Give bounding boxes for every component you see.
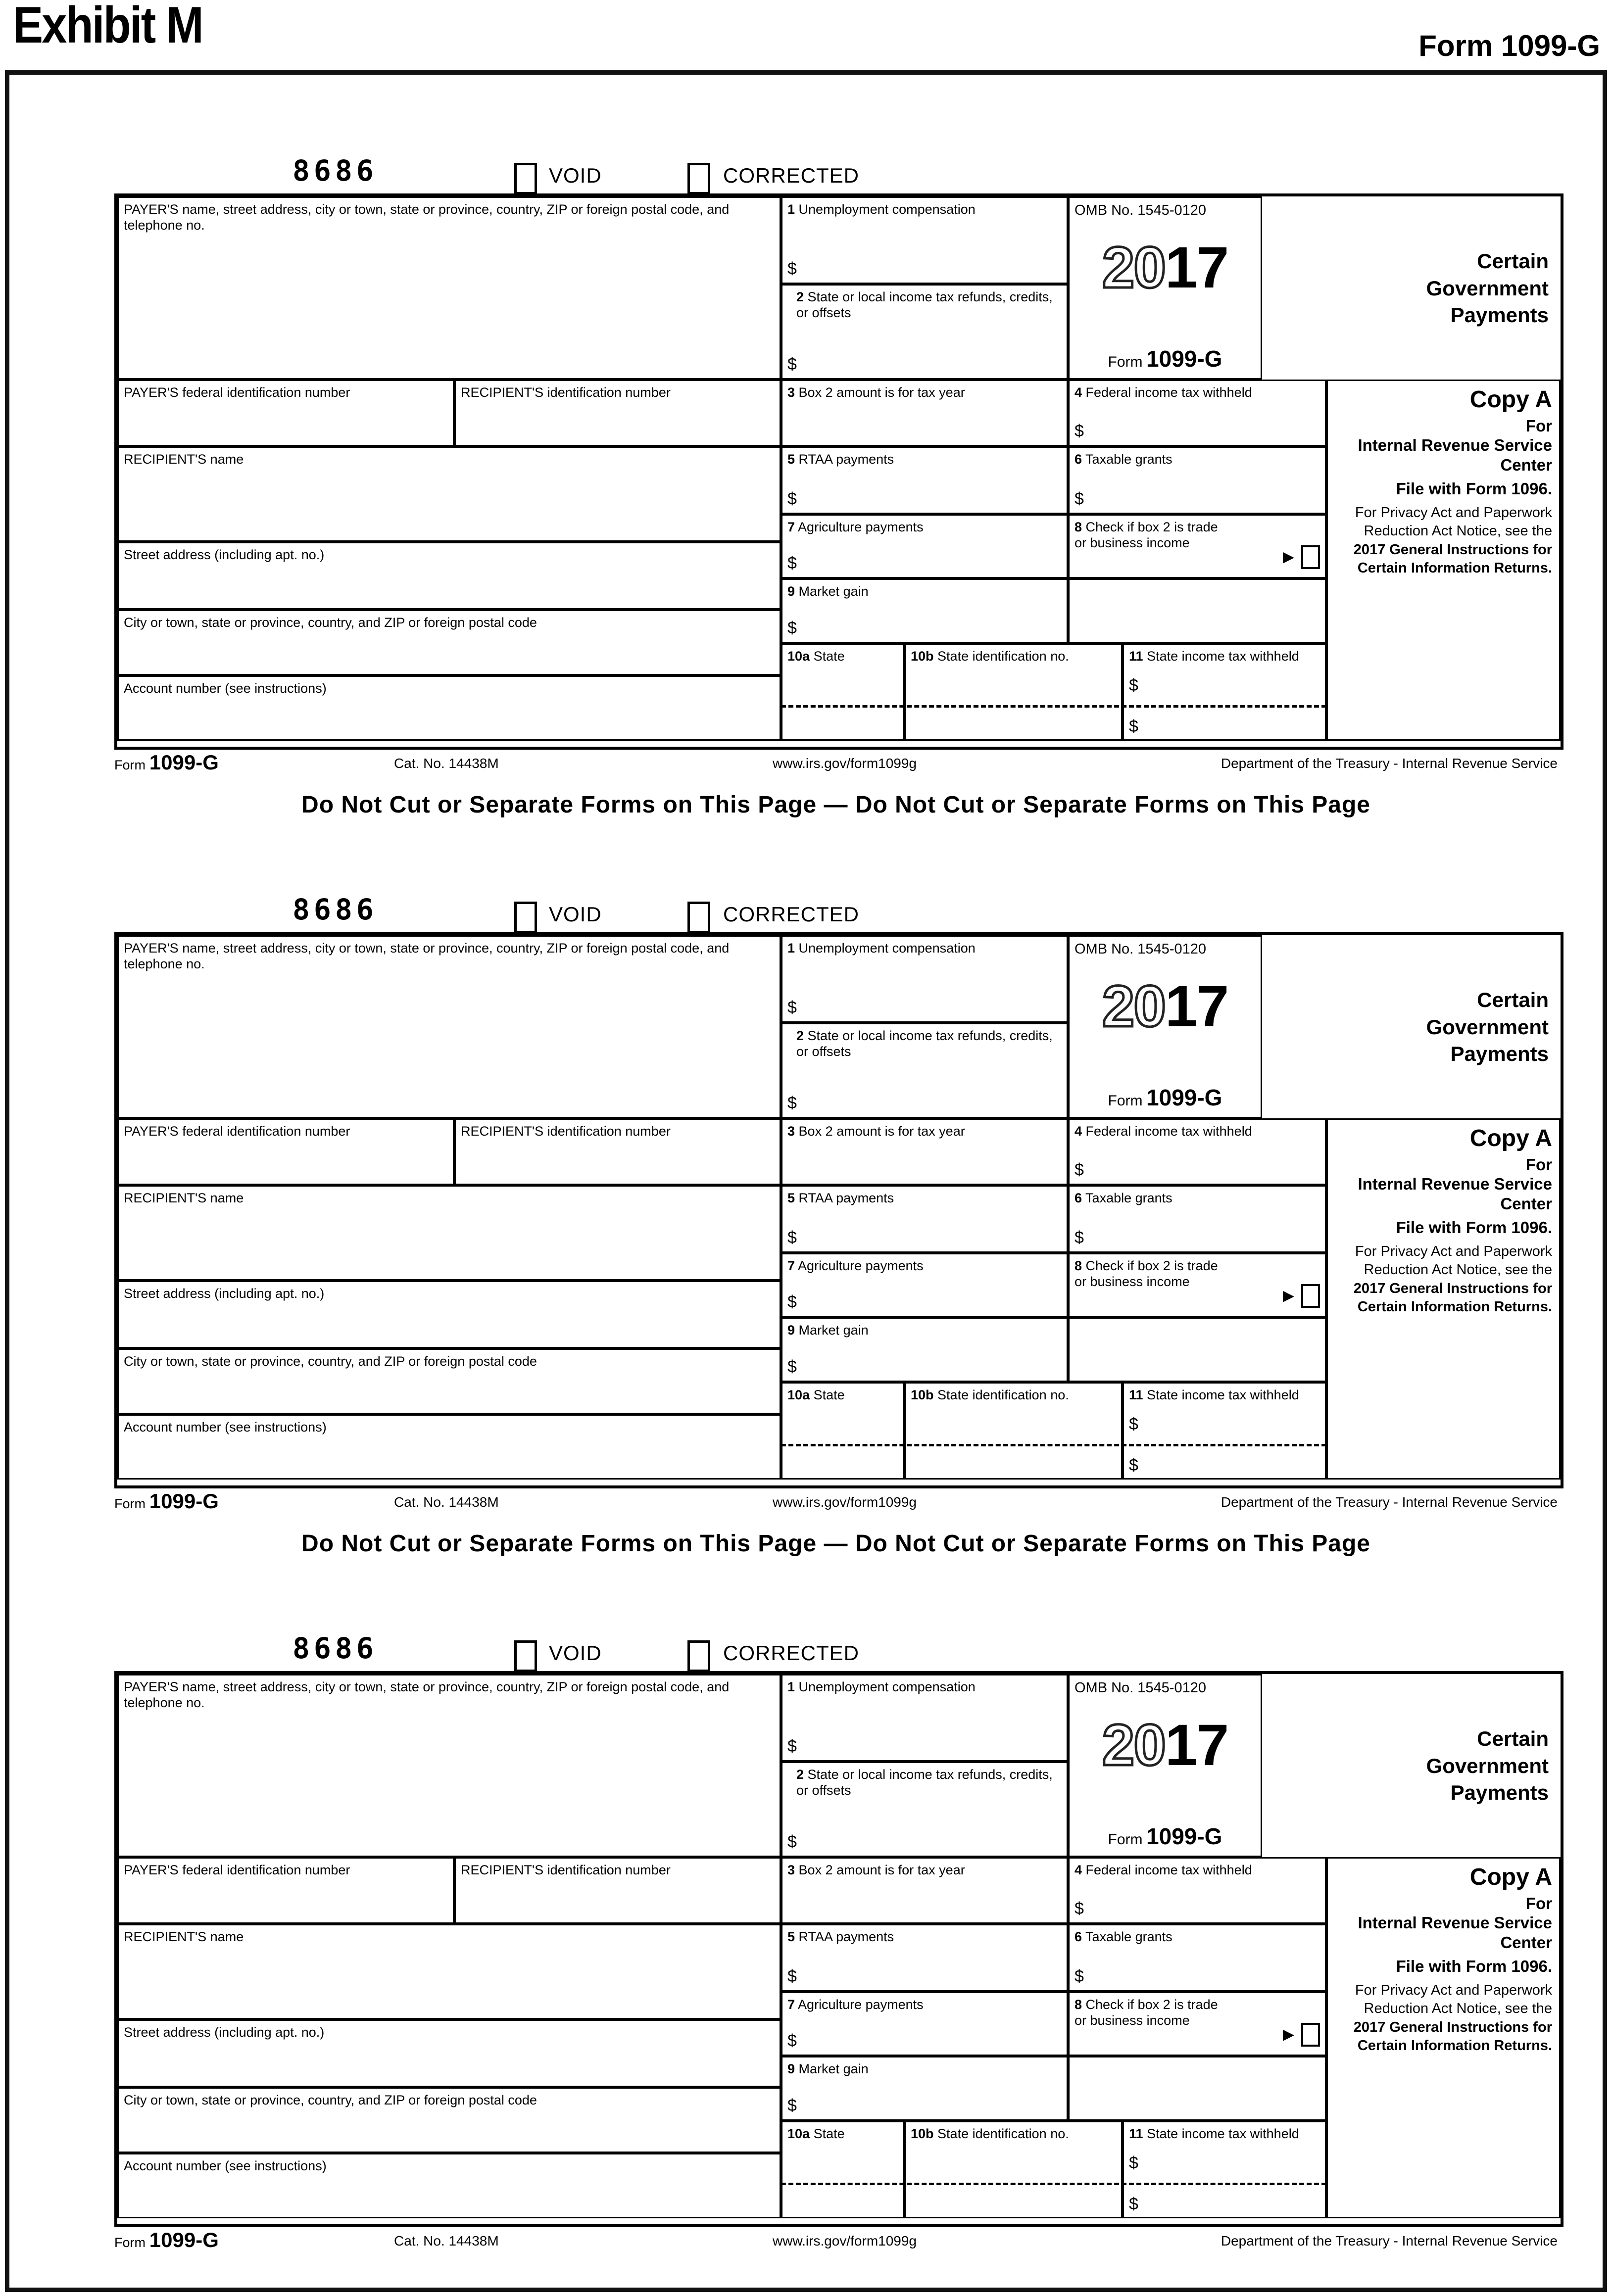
box4-dollar-sign: $ [1075, 421, 1084, 440]
footer-form-word: Form [114, 758, 146, 772]
box1-number: 1 [787, 1679, 795, 1694]
tax-year-outline-digits: 20 [1102, 235, 1165, 301]
field-payer-name-address[interactable] [117, 196, 781, 380]
footer-form-number: 1099-G [149, 2228, 219, 2251]
box8-label: Check if box 2 is trade or business income [1075, 1997, 1218, 2028]
tax-year [1075, 234, 1256, 302]
forms-host [114, 138, 1603, 2256]
field-box1-unemployment-compensation[interactable] [781, 935, 1068, 1023]
field-account-number[interactable] [117, 1414, 781, 1480]
copy-for-word: For [1525, 416, 1552, 435]
recipient-name-label: RECIPIENT'S name [124, 1929, 244, 1944]
box5-label: RTAA payments [798, 1191, 894, 1205]
box3-label: Box 2 amount is for tax year [798, 385, 965, 400]
form-number: 1099-G [1146, 1084, 1222, 1110]
box10a-number: 10a [787, 2126, 810, 2141]
box11-label: State income tax withheld [1147, 649, 1299, 664]
field-box4-federal-tax-withheld[interactable] [1068, 1857, 1326, 1924]
do-not-cut-separator: Do Not Cut or Separate Forms on This Page — Do Not Cut or Separate Forms on This Page [301, 792, 1370, 818]
box11-dollar-sign-bottom: $ [1129, 1455, 1138, 1475]
tax-year [1075, 1711, 1256, 1780]
form-word: Form [1108, 353, 1143, 370]
field-box2-state-refunds[interactable] [781, 1762, 1068, 1857]
field-box3-tax-year[interactable] [781, 1118, 1068, 1185]
payer-federal-id-label: PAYER'S federal identification number [124, 1863, 350, 1877]
form-table [114, 193, 1563, 750]
box11-dollar-sign-top: $ [1129, 1415, 1138, 1434]
box4-label: Federal income tax withheld [1085, 1863, 1252, 1877]
tax-year-bold-digits: 17 [1165, 974, 1228, 1040]
box2-label: State or local income tax refunds, credits, or offsets [796, 1028, 1053, 1059]
box9-number: 9 [787, 1323, 795, 1338]
box10a-label: State [813, 2126, 845, 2141]
field-city-state-zip[interactable] [117, 610, 781, 675]
state-row-dashed-divider [781, 2183, 1326, 2185]
footer-form-number-line [114, 1489, 219, 1513]
field-box1-unemployment-compensation[interactable] [781, 196, 1068, 284]
form-number-line [1075, 345, 1256, 374]
field-box8-trade-business [1068, 1992, 1326, 2056]
form-table [114, 932, 1563, 1488]
field-box3-tax-year[interactable] [781, 380, 1068, 446]
arrow-right-icon: ▶ [1282, 549, 1294, 566]
city-state-zip-label: City or town, state or province, country, and ZIP or foreign postal code [124, 2093, 537, 2107]
account-number-label: Account number (see instructions) [124, 2158, 327, 2173]
recipient-id-label: RECIPIENT'S identification number [461, 1863, 671, 1877]
field-box2-state-refunds[interactable] [781, 1023, 1068, 1118]
omb-number: OMB No. 1545-0120 [1075, 1680, 1206, 1696]
copy-a-column [1326, 1118, 1561, 1480]
field-box5-rtaa-payments[interactable] [781, 1924, 1068, 1992]
box9-label: Market gain [798, 2061, 869, 2076]
box3-number: 3 [787, 1863, 795, 1877]
field-box9-market-gain[interactable] [781, 2056, 1068, 2121]
box10b-number: 10b [911, 2126, 934, 2141]
box1-label: Unemployment compensation [798, 941, 976, 956]
field-street-address[interactable] [117, 2019, 781, 2087]
exhibit-title: Exhibit M [13, 0, 202, 54]
form-header-row [114, 138, 1558, 193]
field-box10a-state[interactable] [781, 1382, 904, 1480]
field-box6-taxable-grants[interactable] [1068, 1924, 1326, 1992]
box1-number: 1 [787, 941, 795, 956]
box4-number: 4 [1075, 1863, 1082, 1877]
field-box4-federal-tax-withheld[interactable] [1068, 1118, 1326, 1185]
box9-number: 9 [787, 584, 795, 599]
form-1099g-copy [114, 138, 1558, 778]
tax-year-bold-digits: 17 [1165, 1713, 1228, 1778]
form-word: Form [1108, 1831, 1143, 1848]
copy-file-with-1096: File with Form 1096. [1396, 1957, 1552, 1976]
box6-number: 6 [1075, 1929, 1082, 1944]
field-box8-trade-business [1068, 1253, 1326, 1317]
box4-label: Federal income tax withheld [1085, 1124, 1252, 1139]
box9-dollar-sign: $ [787, 618, 797, 637]
void-label: VOID [549, 164, 602, 187]
field-box9-market-gain[interactable] [781, 578, 1068, 643]
box11-dollar-sign-top: $ [1129, 676, 1138, 695]
box5-number: 5 [787, 1929, 795, 1944]
box6-number: 6 [1075, 1191, 1082, 1205]
field-box10b-state-id[interactable] [904, 1382, 1123, 1480]
box7-dollar-sign: $ [787, 2031, 797, 2050]
form-1099g-copy [114, 877, 1558, 1517]
field-box10b-state-id[interactable] [904, 2121, 1123, 2218]
field-box11-state-tax-withheld[interactable] [1123, 643, 1326, 741]
empty-cell [1068, 1317, 1326, 1382]
box4-label: Federal income tax withheld [1085, 385, 1252, 400]
box8-checkbox[interactable] [1301, 545, 1320, 569]
form-title: Certain Government Payments [1426, 1727, 1549, 1805]
account-number-label: Account number (see instructions) [124, 1420, 327, 1435]
field-payer-name-address[interactable] [117, 935, 781, 1118]
state-row-dashed-divider [781, 705, 1326, 708]
box9-label: Market gain [798, 1323, 869, 1338]
field-street-address[interactable] [117, 542, 781, 610]
copy-a-heading: Copy A [1469, 1125, 1552, 1151]
form-1099g-copy [114, 1616, 1558, 2256]
corrected-label: CORRECTED [723, 903, 860, 926]
box11-number: 11 [1129, 649, 1143, 664]
box8-checkbox[interactable] [1301, 1284, 1320, 1308]
field-payer-federal-id[interactable] [117, 1857, 454, 1924]
void-checkbox[interactable] [514, 1640, 537, 1672]
privacy-notice-bold: 2017 General Instructions for Certain Information Returns. [1353, 2019, 1552, 2054]
copy-file-with-1096: File with Form 1096. [1396, 479, 1552, 498]
box10b-number: 10b [911, 649, 934, 664]
form-barcode-number: 8686 [293, 154, 378, 188]
field-payer-name-address[interactable] [117, 1674, 781, 1857]
box11-label: State income tax withheld [1147, 2126, 1299, 2141]
city-state-zip-label: City or town, state or province, country, and ZIP or foreign postal code [124, 615, 537, 630]
box3-number: 3 [787, 385, 795, 400]
empty-cell [1068, 578, 1326, 643]
form-title-area [1262, 938, 1561, 1116]
box6-dollar-sign: $ [1075, 489, 1084, 508]
copy-irs-center: Internal Revenue Service Center [1358, 1913, 1552, 1952]
void-label: VOID [549, 1641, 602, 1665]
tax-year-outline-digits: 20 [1102, 1713, 1165, 1778]
tax-year-outline-digits: 20 [1102, 974, 1165, 1040]
copy-a-column [1326, 1857, 1561, 2218]
box5-dollar-sign: $ [787, 1228, 797, 1247]
field-box7-agriculture-payments[interactable] [781, 514, 1068, 578]
field-box1-unemployment-compensation[interactable] [781, 1674, 1068, 1762]
box9-label: Market gain [798, 584, 869, 599]
omb-number: OMB No. 1545-0120 [1075, 941, 1206, 957]
box5-number: 5 [787, 1191, 795, 1205]
box11-number: 11 [1129, 1387, 1143, 1402]
form-barcode-number: 8686 [293, 893, 378, 926]
box6-label: Taxable grants [1085, 1191, 1172, 1205]
do-not-cut-separator: Do Not Cut or Separate Forms on This Page — Do Not Cut or Separate Forms on This Page [301, 1531, 1370, 1557]
box4-dollar-sign: $ [1075, 1899, 1084, 1918]
copy-irs-center: Internal Revenue Service Center [1358, 436, 1552, 474]
box8-number: 8 [1075, 1258, 1082, 1273]
box7-dollar-sign: $ [787, 1292, 797, 1311]
box9-number: 9 [787, 2061, 795, 2076]
box1-dollar-sign: $ [787, 998, 797, 1017]
box1-label: Unemployment compensation [798, 1679, 976, 1694]
box2-label: State or local income tax refunds, credits, or offsets [796, 1767, 1053, 1798]
box6-number: 6 [1075, 452, 1082, 467]
payer-address-label: PAYER'S name, street address, city or town, state or province, country, ZIP or foreign postal code, and telephone no. [124, 941, 730, 971]
box8-label: Check if box 2 is trade or business income [1075, 520, 1218, 550]
box6-label: Taxable grants [1085, 1929, 1172, 1944]
omb-year-box [1068, 196, 1262, 380]
copy-irs-center: Internal Revenue Service Center [1358, 1175, 1552, 1213]
privacy-notice-regular: For Privacy Act and Paperwork Reduction Act Notice, see the [1355, 1244, 1552, 1278]
corrected-label: CORRECTED [723, 164, 860, 187]
field-box7-agriculture-payments[interactable] [781, 1253, 1068, 1317]
field-box8-trade-business [1068, 514, 1326, 578]
page-border [5, 70, 1607, 2292]
box11-label: State income tax withheld [1147, 1387, 1299, 1402]
footer-irs-url: www.irs.gov/form1099g [773, 1494, 917, 1510]
footer-form-number-line [114, 751, 219, 774]
copy-a-heading: Copy A [1469, 1864, 1552, 1890]
field-recipient-id[interactable] [454, 1857, 781, 1924]
field-box4-federal-tax-withheld[interactable] [1068, 380, 1326, 446]
box6-label: Taxable grants [1085, 452, 1172, 467]
field-account-number[interactable] [117, 2153, 781, 2218]
field-box3-tax-year[interactable] [781, 1857, 1068, 1924]
box7-label: Agriculture payments [798, 1997, 924, 2012]
omb-number: OMB No. 1545-0120 [1075, 202, 1206, 218]
form-reference-heading: Form 1099-G [1418, 29, 1600, 62]
copy-a-heading: Copy A [1469, 386, 1552, 413]
footer-catalog-number: Cat. No. 14438M [394, 1494, 499, 1510]
tax-year-bold-digits: 17 [1165, 235, 1228, 301]
box5-label: RTAA payments [798, 452, 894, 467]
form-footer-row [114, 2227, 1558, 2256]
box9-dollar-sign: $ [787, 2096, 797, 2115]
box10b-label: State identification no. [937, 2126, 1069, 2141]
privacy-act-notice [1335, 1981, 1552, 2055]
footer-form-number-line [114, 2228, 219, 2252]
box7-number: 7 [787, 520, 795, 534]
box11-number: 11 [1129, 2126, 1143, 2141]
void-checkbox[interactable] [514, 902, 537, 933]
box7-label: Agriculture payments [798, 1258, 924, 1273]
box10a-label: State [813, 649, 845, 664]
box10b-number: 10b [911, 1387, 934, 1402]
form-number: 1099-G [1146, 345, 1222, 372]
state-row-dashed-divider [781, 1444, 1326, 1446]
field-box6-taxable-grants[interactable] [1068, 446, 1326, 514]
field-recipient-name[interactable] [117, 1185, 781, 1281]
field-box5-rtaa-payments[interactable] [781, 446, 1068, 514]
recipient-id-label: RECIPIENT'S identification number [461, 385, 671, 400]
privacy-notice-regular: For Privacy Act and Paperwork Reduction Act Notice, see the [1355, 1982, 1552, 2017]
box10a-number: 10a [787, 1387, 810, 1402]
city-state-zip-label: City or town, state or province, country, and ZIP or foreign postal code [124, 1354, 537, 1369]
footer-form-word: Form [114, 2235, 146, 2250]
box1-dollar-sign: $ [787, 1736, 797, 1756]
box2-dollar-sign: $ [787, 1093, 797, 1112]
box11-dollar-sign-bottom: $ [1129, 717, 1138, 736]
box10a-label: State [813, 1387, 845, 1402]
footer-form-number: 1099-G [149, 1489, 219, 1513]
box8-number: 8 [1075, 520, 1082, 534]
arrow-right-icon: ▶ [1282, 1288, 1294, 1304]
field-recipient-id[interactable] [454, 1118, 781, 1185]
account-number-label: Account number (see instructions) [124, 681, 327, 696]
arrow-right-icon: ▶ [1282, 2026, 1294, 2043]
corrected-checkbox[interactable] [687, 1640, 710, 1672]
field-street-address[interactable] [117, 1281, 781, 1348]
field-payer-federal-id[interactable] [117, 380, 454, 446]
copy-file-with-1096: File with Form 1096. [1396, 1218, 1552, 1237]
privacy-notice-regular: For Privacy Act and Paperwork Reduction Act Notice, see the [1355, 505, 1552, 539]
box1-label: Unemployment compensation [798, 202, 976, 217]
box2-label: State or local income tax refunds, credits, or offsets [796, 289, 1053, 320]
box4-number: 4 [1075, 385, 1082, 400]
payer-federal-id-label: PAYER'S federal identification number [124, 385, 350, 400]
corrected-checkbox[interactable] [687, 163, 710, 194]
box2-dollar-sign: $ [787, 354, 797, 374]
box7-label: Agriculture payments [798, 520, 924, 534]
corrected-checkbox[interactable] [687, 902, 710, 933]
footer-irs-url: www.irs.gov/form1099g [773, 2233, 917, 2248]
field-box11-state-tax-withheld[interactable] [1123, 2121, 1326, 2218]
box11-dollar-sign-top: $ [1129, 2153, 1138, 2172]
street-address-label: Street address (including apt. no.) [124, 2025, 325, 2040]
empty-cell [1068, 2056, 1326, 2121]
field-city-state-zip[interactable] [117, 2087, 781, 2153]
form-number: 1099-G [1146, 1823, 1222, 1849]
footer-catalog-number: Cat. No. 14438M [394, 756, 499, 771]
field-payer-federal-id[interactable] [117, 1118, 454, 1185]
box8-label: Check if box 2 is trade or business income [1075, 1258, 1218, 1289]
footer-form-number: 1099-G [149, 751, 219, 774]
payer-address-label: PAYER'S name, street address, city or town, state or province, country, ZIP or foreign postal code, and telephone no. [124, 202, 730, 233]
box9-dollar-sign: $ [787, 1357, 797, 1376]
box10a-number: 10a [787, 649, 810, 664]
footer-department: Department of the Treasury - Internal Revenue Service [1221, 756, 1558, 771]
field-box10a-state[interactable] [781, 643, 904, 741]
footer-form-word: Form [114, 1496, 146, 1511]
field-recipient-id[interactable] [454, 380, 781, 446]
void-label: VOID [549, 903, 602, 926]
box10b-label: State identification no. [937, 1387, 1069, 1402]
box5-dollar-sign: $ [787, 1966, 797, 1986]
field-city-state-zip[interactable] [117, 1348, 781, 1414]
copy-for-word: For [1525, 1894, 1552, 1913]
street-address-label: Street address (including apt. no.) [124, 547, 325, 562]
copy-a-column [1326, 380, 1561, 741]
form-footer-row [114, 750, 1558, 778]
privacy-notice-bold: 2017 General Instructions for Certain Information Returns. [1353, 1280, 1552, 1315]
field-recipient-name[interactable] [117, 1924, 781, 2019]
box3-label: Box 2 amount is for tax year [798, 1124, 965, 1139]
form-word: Form [1108, 1092, 1143, 1109]
tax-year [1075, 972, 1256, 1041]
omb-year-box [1068, 935, 1262, 1118]
form-barcode-number: 8686 [293, 1631, 378, 1665]
privacy-act-notice [1335, 1243, 1552, 1316]
box6-dollar-sign: $ [1075, 1966, 1084, 1986]
recipient-name-label: RECIPIENT'S name [124, 1191, 244, 1205]
footer-department: Department of the Treasury - Internal Revenue Service [1221, 1494, 1558, 1510]
form-title-area [1262, 1677, 1561, 1855]
privacy-act-notice [1335, 504, 1552, 577]
corrected-label: CORRECTED [723, 1641, 860, 1665]
box2-number: 2 [796, 1767, 804, 1782]
field-box6-taxable-grants[interactable] [1068, 1185, 1326, 1253]
box8-checkbox[interactable] [1301, 2023, 1320, 2047]
copy-for-word: For [1525, 1155, 1552, 1174]
field-box2-state-refunds[interactable] [781, 284, 1068, 380]
form-title-area [1262, 199, 1561, 378]
box6-dollar-sign: $ [1075, 1228, 1084, 1247]
payer-federal-id-label: PAYER'S federal identification number [124, 1124, 350, 1139]
field-box10a-state[interactable] [781, 2121, 904, 2218]
box2-number: 2 [796, 289, 804, 304]
box11-dollar-sign-bottom: $ [1129, 2194, 1138, 2213]
field-recipient-name[interactable] [117, 446, 781, 542]
form-header-row [114, 1616, 1558, 1671]
form-table [114, 1671, 1563, 2227]
form-header-row [114, 877, 1558, 932]
field-box10b-state-id[interactable] [904, 643, 1123, 741]
box5-number: 5 [787, 452, 795, 467]
box8-number: 8 [1075, 1997, 1082, 2012]
street-address-label: Street address (including apt. no.) [124, 1286, 325, 1301]
recipient-name-label: RECIPIENT'S name [124, 452, 244, 467]
privacy-notice-bold: 2017 General Instructions for Certain Information Returns. [1353, 541, 1552, 576]
box2-number: 2 [796, 1028, 804, 1043]
box3-number: 3 [787, 1124, 795, 1139]
payer-address-label: PAYER'S name, street address, city or town, state or province, country, ZIP or foreign postal code, and telephone no. [124, 1679, 730, 1710]
field-account-number[interactable] [117, 675, 781, 741]
box4-dollar-sign: $ [1075, 1160, 1084, 1179]
footer-irs-url: www.irs.gov/form1099g [773, 756, 917, 771]
box7-number: 7 [787, 1258, 795, 1273]
field-box11-state-tax-withheld[interactable] [1123, 1382, 1326, 1480]
box1-dollar-sign: $ [787, 259, 797, 278]
form-title: Certain Government Payments [1426, 249, 1549, 327]
footer-catalog-number: Cat. No. 14438M [394, 2233, 499, 2248]
box4-number: 4 [1075, 1124, 1082, 1139]
form-title: Certain Government Payments [1426, 988, 1549, 1066]
box1-number: 1 [787, 202, 795, 217]
box10b-label: State identification no. [937, 649, 1069, 664]
box2-dollar-sign: $ [787, 1832, 797, 1851]
field-box5-rtaa-payments[interactable] [781, 1185, 1068, 1253]
recipient-id-label: RECIPIENT'S identification number [461, 1124, 671, 1139]
omb-year-box [1068, 1674, 1262, 1857]
box7-number: 7 [787, 1997, 795, 2012]
void-checkbox[interactable] [514, 163, 537, 194]
form-number-line [1075, 1084, 1256, 1113]
form-footer-row [114, 1488, 1558, 1517]
box3-label: Box 2 amount is for tax year [798, 1863, 965, 1877]
box5-dollar-sign: $ [787, 489, 797, 508]
field-box9-market-gain[interactable] [781, 1317, 1068, 1382]
field-box7-agriculture-payments[interactable] [781, 1992, 1068, 2056]
form-number-line [1075, 1823, 1256, 1852]
box7-dollar-sign: $ [787, 553, 797, 573]
footer-department: Department of the Treasury - Internal Revenue Service [1221, 2233, 1558, 2248]
box5-label: RTAA payments [798, 1929, 894, 1944]
